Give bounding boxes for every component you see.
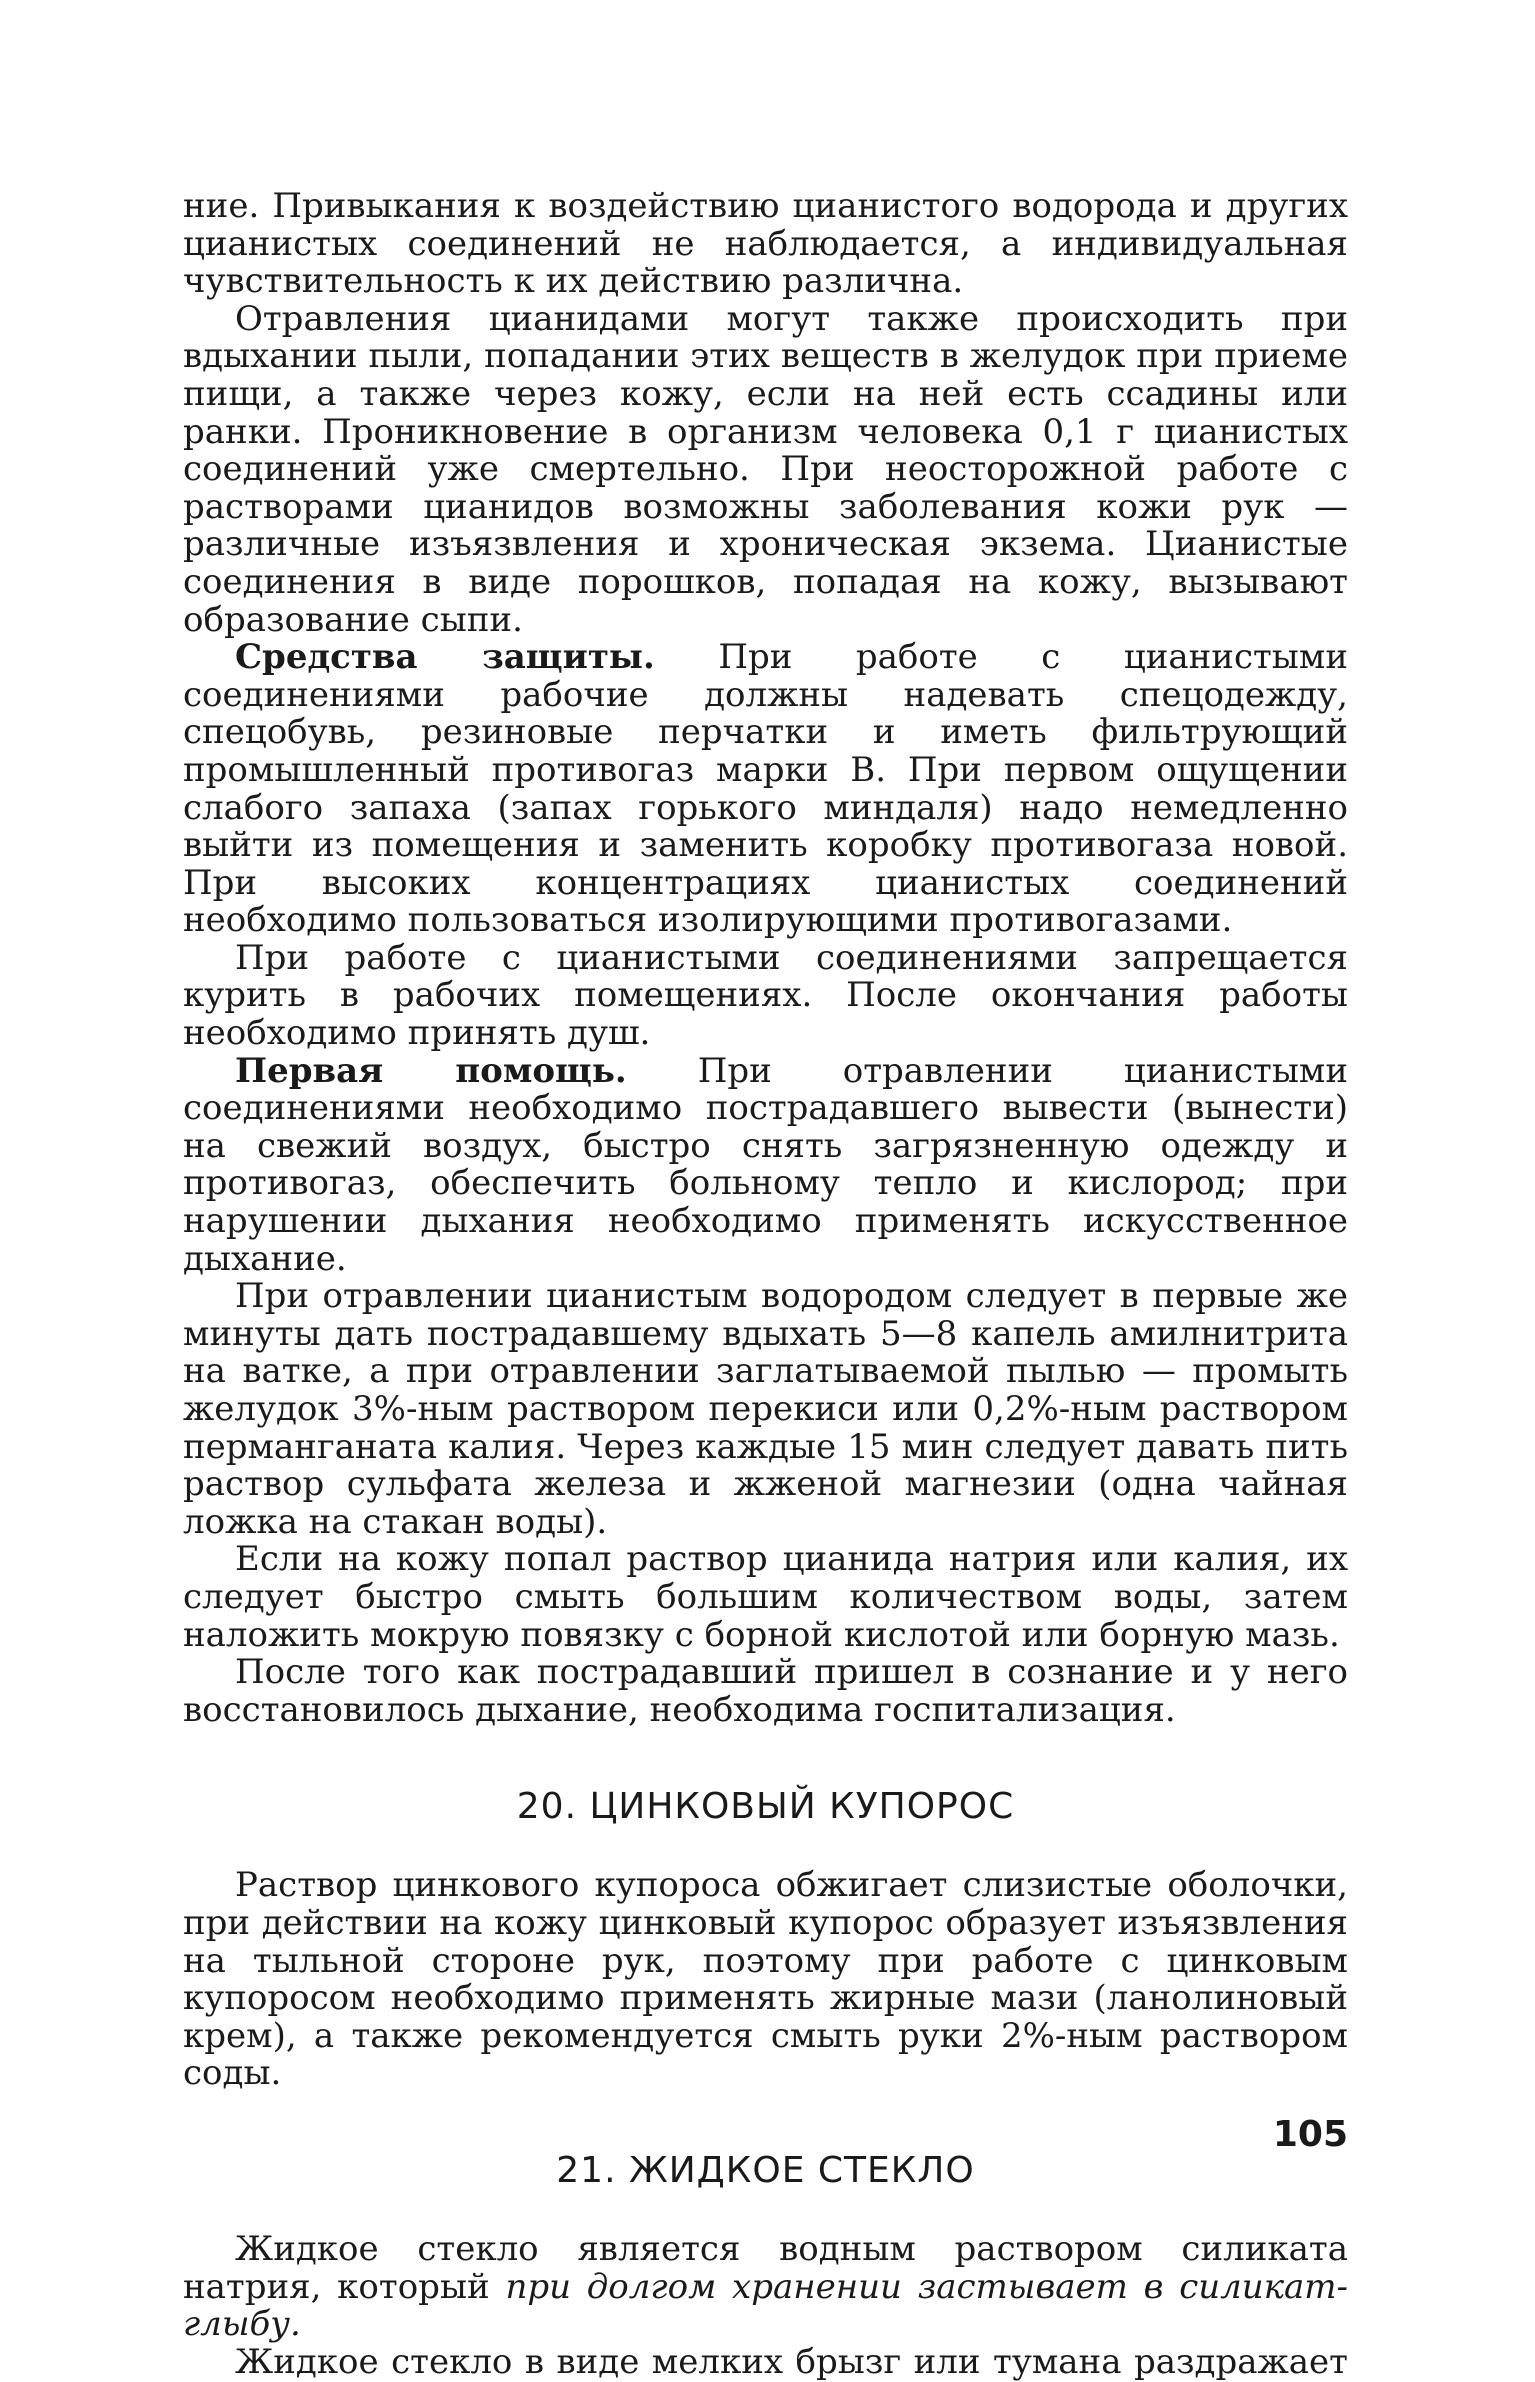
lead-first-aid: Первая помощь. [235,1050,627,1091]
page-number: 105 [1272,2114,1348,2155]
text-protection: При работе с цианистыми соединениями рабочие должны надевать спецодежду, спецобувь, резиновые перчатки и иметь фильтрующий промышленный противогаз марки В. При первом ощущении слабого запаха (запах горького миндаля) надо немедленно выйти из помещения и заменить коробку противогаза новой. При высоких концентрациях цианистых соединений необходимо пользоваться изолирующими противогазами. [183,637,1348,941]
text-liquid-glass-italic: при долгом хранении застывает в силикат-глыбу. [183,2266,1349,2345]
section-heading-liquid-glass: 21. ЖИДКОЕ СТЕКЛО [556,2149,975,2191]
paragraph-zinc-sulfate: Раствор цинкового купороса обжигает слизистые оболочки, при действии на кожу цинковый купорос образует изъязвления на тыльной стороне рук, поэтому при работе с цинковым купоросом необходимо применять жирные мази (ланолиновый крем), а также рекомендуется смыть руки 2%-ным раствором соды. [183,1865,1348,2094]
text-liquid-glass-a: Жидкое стекло является водным раствором силиката натрия, который [183,2228,1348,2307]
paragraph-smoking-ban: При работе с цианистыми соединениями запрещается курить в рабочих помещениях. После окончания работы необходимо принять душ. [183,937,1348,1054]
page-body [183,188,1348,2381]
paragraph-protection [183,639,1348,940]
paragraph-continuation: ние. Привыкания к воздействию цианистого водорода и других цианистых соединений не наблюдается, а индивидуальная чувствительность к их действию различна. [183,186,1348,302]
section-heading-zinc-sulfate: 20. ЦИНКОВЫЙ КУПОРОС [516,1786,1015,1828]
lead-protection: Средства защиты. [235,637,655,678]
paragraph-first-aid [183,1050,1348,1279]
paragraph-cyanide-poisoning-routes: Отравления цианидами могут также происходить при вдыхании пыли, попадании этих веществ в желудок при приеме пищи, а также через кожу, если на ней есть ссадины или ранки. Проникновение в организм человека 0,1 г цианистых соединений уже смертельно. При неосторожной работе с растворами цианидов возможны заболевания кожи рук — различные изъязвления и хроническая экзема. Цианистые соединения в виде порошков, попадая на кожу, вызывают образование сыпи. [183,298,1348,640]
paragraph-hydrogen-cyanide-aid: При отравлении цианистым водородом следует в первые же минуты дать пострадавшему вдыхать 5—8 капель амилнитрита на ватке, а при отравлении заглатываемой пылью — промыть желудок 3%-ным раствором перекиси или 0,2%-ным раствором перманганата калия. Через каждые 15 мин следует давать пить раствор сульфата железа и жженой магнезии (одна чайная ложка на стакан воды). [183,1276,1348,1542]
text-first-aid: При отравлении цианистыми соединениями необходимо пострадавшего вывести (вынести) на свежий воздух, быстро снять загрязненную одежду и противогаз, обеспечить больному тепло и кислород; при нарушении дыхания необходимо применять искусственное дыхание. [183,1050,1348,1279]
paragraph-skin-contact: Если на кожу попал раствор цианида натрия или калия, их следует быстро смыть большим количеством воды, затем наложить мокрую повязку с борной кислотой или борную мазь. [183,1539,1348,1655]
paragraph-hospitalization: После того как пострадавший пришел в сознание и у него восстановилось дыхание, необходима госпитализация. [183,1652,1348,1730]
paragraph-liquid-glass-irritation: Жидкое стекло в виде мелких брызг или тумана раздражает [235,2341,1348,2382]
paragraph-liquid-glass-definition [183,2228,1349,2345]
